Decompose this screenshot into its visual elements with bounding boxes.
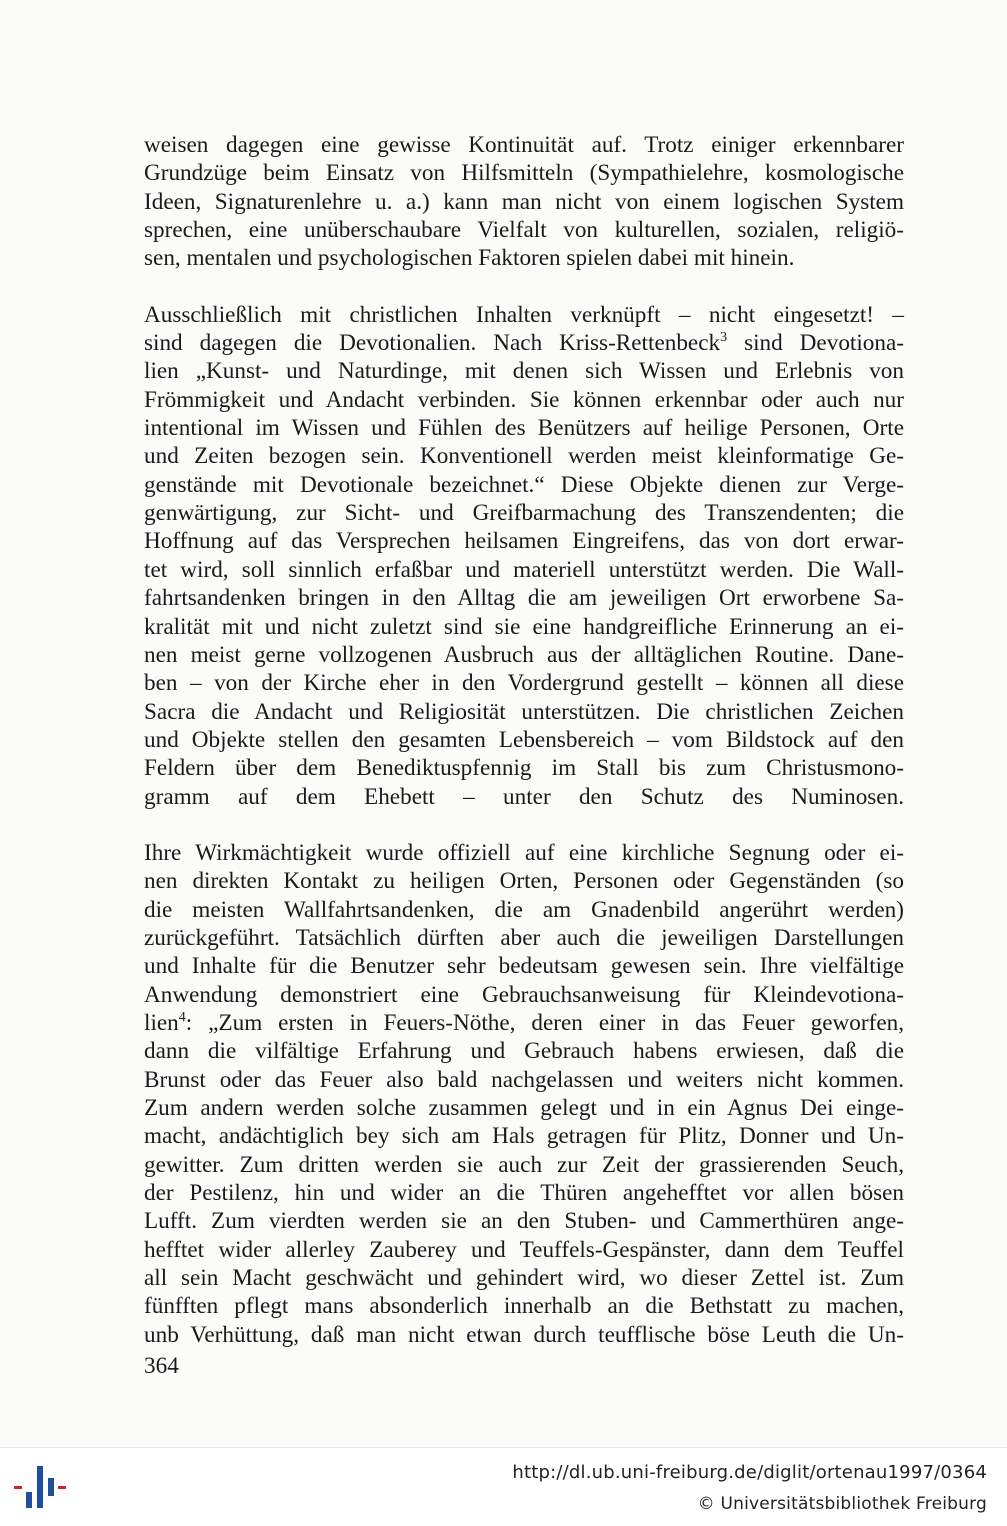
paragraph-3 — [144, 839, 904, 1349]
text-line: zurückgeführt. Tatsächlich dürften aber auch die jeweiligen Darstellungen — [144, 924, 904, 951]
text-line: Brunst oder das Feuer also bald nachgelassen und weiters nicht kommen. — [144, 1066, 904, 1093]
text-line: und Inhalte für die Benutzer sehr bedeutsam gewesen sein. Ihre vielfältige — [144, 953, 904, 980]
text-line: nen direkten Kontakt zu heiligen Orten, Personen oder Gegenständen (so — [144, 868, 904, 895]
text-line: Anwendung demonstriert eine Gebrauchsanweisung für Kleindevotiona- — [144, 981, 904, 1008]
text-line: Ihre Wirkmächtigkeit wurde offiziell auf eine kirchliche Segnung oder ei- — [144, 839, 904, 866]
text-line: genstände mit Devotionale bezeichnet.“ Diese Objekte dienen zur Verge- — [144, 471, 904, 498]
text-line: und Objekte stellen den gesamten Lebensbereich – vom Bildstock auf den — [144, 726, 904, 753]
text-line: der Pestilenz, hin und wider an die Thüren angehefftet vor allen bösen — [144, 1180, 904, 1207]
text-line: gramm auf dem Ehebett – unter den Schutz des Numinosen. — [144, 783, 904, 810]
text-line: nen meist gerne vollzogenen Ausbruch aus der alltäglichen Routine. Dane- — [144, 641, 904, 668]
logo-bar-left — [26, 1492, 32, 1508]
text-line: weisen dagegen eine gewisse Kontinuität auf. Trotz einiger erkennbarer — [144, 132, 904, 158]
text-line: hefftet wider allerley Zauberey und Teuffels-Gespänster, dann dem Teuffel — [144, 1236, 904, 1263]
paragraph-1 — [144, 131, 904, 273]
text-line: Sacra die Andacht und Religiosität unterstützen. Die christlichen Zeichen — [144, 698, 904, 725]
text-line: sprechen, eine unüberschaubare Vielfalt von kulturellen, sozialen, religiö- — [144, 217, 904, 244]
paragraph-2 — [144, 301, 904, 811]
text-segment: : „Zum ersten in Feuers-Nöthe, deren einer in das Feuer geworfen, — [185, 1009, 904, 1036]
text-line: und Zeiten bezogen sein. Konventionell werden meist kleinformatige Ge- — [144, 443, 904, 470]
body-text — [144, 131, 904, 1349]
text-line — [144, 1009, 904, 1037]
text-line: die meisten Wallfahrtsandenken, die am Gnadenbild angerührt werden) — [144, 896, 904, 923]
text-line: tet wird, soll sinnlich erfaßbar und materiell unterstützt werden. Die Wall- — [144, 556, 904, 583]
logo-dash-left — [14, 1486, 22, 1489]
text-line: Ausschließlich mit christlichen Inhalten verknüpft – nicht eingesetzt! – — [144, 301, 904, 328]
viewer-footer — [0, 1447, 1007, 1526]
text-line: Ideen, Signaturenlehre u. a.) kann man nicht von einem logischen System — [144, 188, 904, 215]
text-line: Lufft. Zum vierdten werden sie an den Stuben- und Cammerthüren ange- — [144, 1208, 904, 1235]
text-line: ben – von der Kirche eher in den Vordergrund gestellt – können all diese — [144, 670, 904, 697]
page-number: 364 — [144, 1353, 179, 1379]
text-line: Frömmigkeit und Andacht verbinden. Sie können erkennbar oder auch nur — [144, 386, 904, 413]
text-line — [144, 329, 904, 357]
text-line: gewitter. Zum dritten werden sie auch zur Zeit der grassierenden Seuch, — [144, 1151, 904, 1178]
text-line: all sein Macht geschwächt und gehindert wird, wo dieser Zettel ist. Zum — [144, 1265, 904, 1292]
text-line: macht, andächtiglich bey sich am Hals getragen für Plitz, Donner und Un- — [144, 1123, 904, 1150]
text-line: sen, mentalen und psychologischen Faktoren spielen dabei mit hinein. — [144, 245, 795, 272]
text-segment: sind dagegen die Devotionalien. Nach Kriss-Rettenbeck — [144, 330, 721, 357]
copyright-notice: © Universitätsbibliothek Freiburg — [697, 1494, 987, 1514]
permalink-url[interactable]: http://dl.ub.uni-freiburg.de/diglit/ortenau1997/0364 — [512, 1462, 987, 1483]
text-line: genwärtigung, zur Sicht- und Greifbarmachung des Transzendenten; die — [144, 500, 904, 527]
footnote-ref: 3 — [720, 330, 728, 346]
text-line: unb Verhüttung, daß man nicht etwan durch teufflische böse Leuth die Un- — [144, 1321, 904, 1348]
text-line: intentional im Wissen und Fühlen des Benützers auf heilige Personen, Orte — [144, 415, 904, 442]
ub-freiburg-logo-icon — [12, 1462, 68, 1512]
text-line: Zum andern werden solche zusammen gelegt und in ein Agnus Dei einge- — [144, 1095, 904, 1121]
text-line: fahrtsandenken bringen in den Alltag die am jeweiligen Ort erworbene Sa- — [144, 585, 904, 612]
footnote-ref: 4 — [178, 1009, 186, 1025]
logo-bar-right — [48, 1478, 54, 1496]
logo-bar-center — [37, 1466, 43, 1508]
text-line: dann die vilfältige Erfahrung und Gebrauch habens erwiesen, daß die — [144, 1038, 904, 1065]
text-line: kralität mit und nicht zuletzt sind sie eine handgreifliche Erinnerung an ei- — [144, 613, 904, 640]
text-line: Hoffnung auf das Versprechen heilsamen Eingreifens, das von dort erwar- — [144, 528, 904, 555]
text-segment: lien — [144, 1009, 179, 1036]
text-line: Feldern über dem Benediktuspfennig im Stall bis zum Christusmono- — [144, 755, 904, 782]
text-line: Grundzüge beim Einsatz von Hilfsmitteln (Sympathielehre, kosmologische — [144, 160, 904, 187]
text-line: fünfften pflegt mans absonderlich innerhalb an die Bethstatt zu machen, — [144, 1293, 904, 1320]
text-line: lien „Kunst- und Naturdinge, mit denen sich Wissen und Erlebnis von — [144, 358, 904, 385]
text-segment: sind Devotiona- — [727, 330, 904, 357]
logo-dash-right — [58, 1486, 66, 1489]
